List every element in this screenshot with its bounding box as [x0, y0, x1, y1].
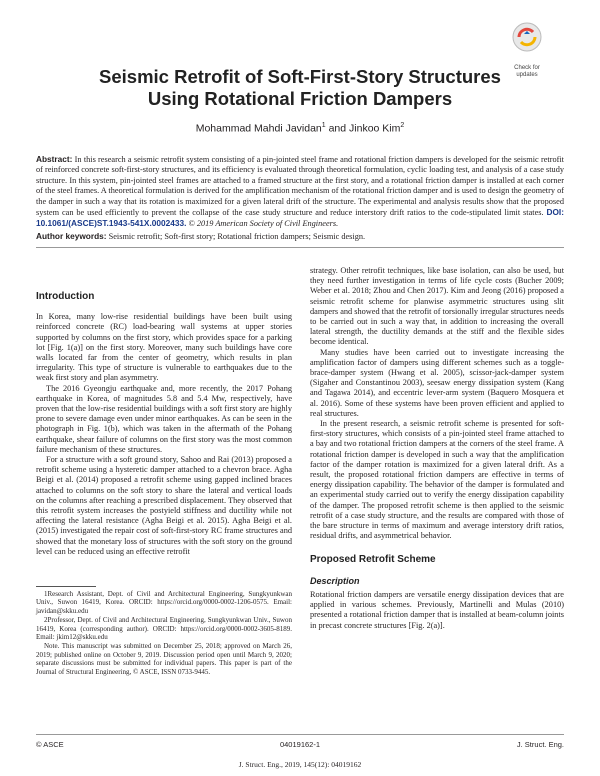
- keywords-text: Seismic retrofit; Soft-first story; Rotational friction dampers; Seismic design.: [106, 232, 366, 241]
- intro-paragraph-3: For a structure with a soft ground story, Sahoo and Rai (2013) proposed a retrofit scheme using a hysteretic damper attached to a chevron brace. Agha Beigi et al. (2014) proposed a retrofit scheme using gapped inclined braces attached to columns on the soft story to share the lateral and vertical loads on the columns after reaching a prescribed displacement. They observed that this retrofit system increases the postyield stiffness and ductility while not affecting the lateral resistance (Agha Beigi et al. 2015). Agha Beigi et al. (2015) investigated the repair cost of soft-first-story RC frame structures and showed that the monetary loss of structures with the soft story on the ground level can be reduced using an effective retrofit: [36, 455, 292, 556]
- footnote-2: 2Professor, Dept. of Civil and Architectural Engineering, Sungkyunkwan Univ., Suwon 16419, Korea (corresponding author). ORCID: https://orcid.org/0000-0002-3605-8189. Email: jkim12@skku.edu: [36, 616, 292, 642]
- abstract-label: Abstract:: [36, 154, 73, 164]
- right-paragraph-2: Many studies have been carried out to investigate increasing the amplification factor of dampers using different schemes such as a toggle-brace-damper system (Hwang et al. 2005), scissor-jack-damper system (Sigaher and Constantinou 2003), seesaw energy dissipation system (Kang and Tagawa 2014), and eccentric lever-arm system (Baquero Mosquera et al. 2016). Some of these systems have been proven efficient and applied to real structures.: [310, 347, 564, 418]
- copyright: © 2019 American Society of Civil Engineers.: [186, 219, 339, 229]
- author-1-mark: 1: [321, 122, 326, 129]
- footnote-note: Note. This manuscript was submitted on December 25, 2018; approved on March 26, 2019; published online on October 9, 2019. Discussion period open until March 9, 2020; separate discussions must be submitted for individual papers. This paper is part of the Journal of Structural Engineering, © ASCE, ISSN 0733-9445.: [36, 642, 292, 676]
- author-1[interactable]: Mohammad Mahdi Javidan: [195, 122, 322, 135]
- footnote-1: 1Research Assistant, Dept. of Civil and Architectural Engineering, Sungkyunkwan Univ., Suwon 16419, Korea. ORCID: https://orcid.org/0000-0002-1206-0575. Email: javidan@skku.edu: [36, 590, 292, 615]
- right-paragraph-4: Rotational friction dampers are versatile energy dissipation devices that are applied in various schemes. Previously, Martinelli and Mulas (2010) presented a rotational friction damper that is installed at beam-column joints in precast concrete structures [Fig. 2(a)].: [310, 589, 564, 630]
- footer-right: J. Struct. Eng.: [516, 740, 564, 749]
- footer-center: 04019162-1: [279, 740, 321, 749]
- intro-paragraph-1: In Korea, many low-rise residential buildings have been built using reinforced concrete (RC) load-bearing wall systems at upper stories supported by columns on the first story, which provides space for a parking lot [Fig. 1(a)] on the first story. Moreover, many such buildings have core walls located far from the center of geometry, which results in plan irregularity. This type of structure is vulnerable to earthquakes due to the weak first story and plan asymmetry.: [36, 312, 292, 383]
- keywords-label: Author keywords:: [36, 231, 107, 241]
- right-column: [310, 266, 564, 631]
- update-icon: [500, 20, 554, 60]
- badge-line2: updates: [516, 72, 538, 78]
- footnotes: [36, 590, 292, 677]
- doi-link[interactable]: DOI: 10.1061/(ASCE)ST.1943-541X.0002433.: [36, 207, 564, 229]
- footer-left: © ASCE: [36, 740, 64, 749]
- title-line1: Seismic Retrofit of Soft-First-Story Structures: [99, 66, 501, 87]
- paper-title: [40, 66, 560, 110]
- abstract-text: In this research a seismic retrofit system consisting of a pin-jointed steel frame and rotational friction dampers is developed for the seismic retrofit of reinforced concrete soft-first-story structures, and its efficiency is evaluated through theoretical formulation, cyclic loading test, and analysis of a case study structure. In this system, pin-jointed steel frames are attached to a framed structure at the first story, and a rotational friction damper is installed at each corner of the steel frames. A theoretical formulation is derived for the amplification mechanism of the rotational friction damper and is used to design the geometry of the damper in such a way that its rotation is maximized for a given lateral drift of the structure. The experimental and analysis results show that the proposed system can be used efficiently to prevent the collapse of the case study structure and reduce interstory drift ratios to the code-stipulated limit states.: [36, 155, 564, 218]
- journal-reference: J. Struct. Eng., 2019, 145(12): 04019162: [238, 760, 362, 769]
- badge-line1: Check for: [514, 65, 540, 71]
- right-paragraph-1: strategy. Other retrofit techniques, like base isolation, can also be used, but they need further investigation in terms of life cycle costs (Bucher 2009; Weber et al. 2018; Zhou and Chen 2017). Kim and Jeong (2016) proposed a seismic retrofit scheme for planwise asymmetric structures using slit dampers and showed that the retrofit of torsionally irregular structures needs to be carried out in such a way that, in addition to increasing the overall lateral strength, the ductility demands at the stiff and the flexible sides become identical.: [310, 266, 564, 347]
- abstract: [36, 154, 564, 230]
- authors-and: and: [325, 122, 350, 135]
- authors: [40, 122, 560, 135]
- footer-divider: [36, 734, 564, 735]
- author-2[interactable]: Jinkoo Kim: [349, 122, 401, 135]
- keywords: [36, 231, 564, 241]
- intro-heading: Introduction: [36, 291, 95, 302]
- retrofit-heading: Proposed Retrofit Scheme: [310, 554, 436, 566]
- intro-paragraph-2: The 2016 Gyeongju earthquake and, more recently, the 2017 Pohang earthquake in Korea, of magnitudes 5.8 and 5.4 Mw, respectively, have proven that the low-rise residential buildings with a soft first story are highly prone to severe damage even under minor earthquakes. As can be seen in the photograph in Fig. 1(b), which was taken in the aftermath of the Pohang earthquake, shear failure of columns on the first story was the most common failure mechanism of these structures.: [36, 383, 292, 454]
- footnote-rule: [36, 586, 96, 587]
- divider: [36, 247, 564, 248]
- right-paragraph-3: In the present research, a seismic retrofit scheme is presented for soft-first-story structures, which consists of a pin-jointed steel frame attached to a bay and two rotational friction dampers at the corners of the steel frame. A rotational friction damper is developed in such a way that the amplification factor of the damper rotation is maximized for a given lateral drift. As a result, the proposed rotational friction dampers are effective in terms of energy dissipation capability. The behavior of the damper is formulated and an experimental study carried out to verify the energy dissipation capability of the damper. The proposed retrofit scheme is then applied to the seismic retrofit of a case study structure, and the results are compared with those of the bare structure in terms of maximum and average interstory drift ratios, residual drifts, and asymmetrical behavior.: [310, 419, 564, 541]
- author-2-mark: 2: [400, 122, 405, 129]
- description-subheading: Description: [310, 575, 360, 586]
- left-column: [36, 292, 292, 557]
- title-line2: Using Rotational Friction Dampers: [147, 88, 453, 109]
